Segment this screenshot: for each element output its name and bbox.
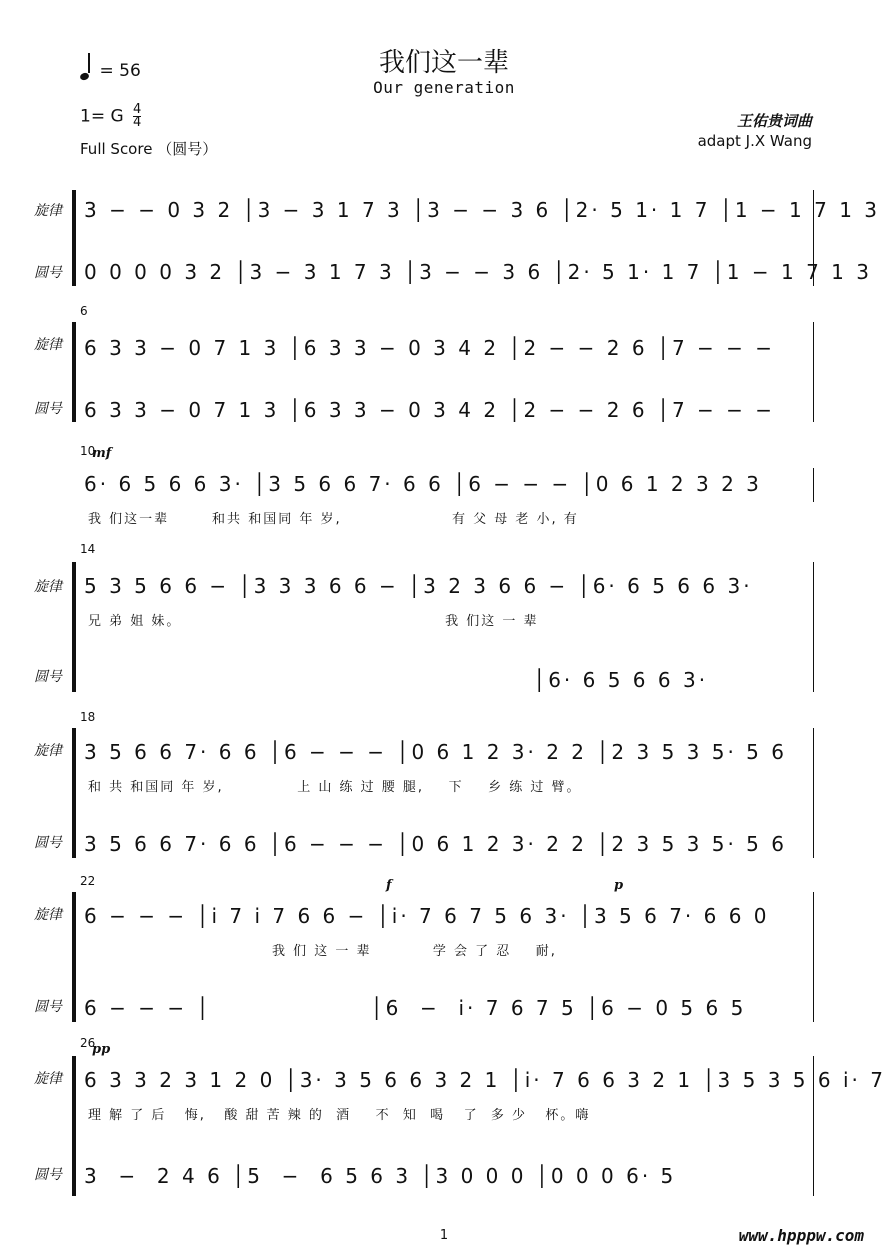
measure-number: 26 [80, 1036, 96, 1050]
part-label-melody: 旋律 [34, 203, 62, 219]
system-bracket [72, 1056, 76, 1196]
measure-number: 18 [80, 710, 96, 724]
system-7 [0, 1034, 888, 1204]
page-number: 1 [439, 1228, 449, 1243]
system-4 [0, 542, 888, 702]
barline [813, 562, 814, 692]
melody-lyrics: 理 解 了 后 悔, 酸 甜 苦 辣 的 酒 不 知 喝 了 多 少 杯。嗨 [88, 1108, 591, 1123]
tempo-value: = 56 [99, 61, 141, 81]
part-label-horn: 圆号 [34, 835, 62, 851]
part-label-horn: 圆号 [34, 265, 62, 281]
melody-lyrics: 我 们 这 一 辈 学 会 了 忍 耐, [88, 944, 557, 959]
barline [813, 728, 814, 858]
melody-notes: 3 5 6 6 7· 6 6 │6 − − − │0 6 1 2 3· 2 2 │2 3 5 3 5· 5 6 [84, 740, 787, 764]
time-denominator: 4 [133, 115, 142, 130]
system-3 [0, 438, 888, 534]
melody-lyrics: 兄 弟 姐 妹。 我 们这 一 辈 [88, 614, 539, 629]
measure-number: 6 [80, 304, 88, 318]
horn-notes: 6 3 3 − 0 7 1 3 │6 3 3 − 0 3 4 2 │2 − − 2 6 │7 − − − [84, 398, 776, 422]
measure-number: 22 [80, 874, 96, 888]
part-label-horn: 圆号 [34, 1167, 62, 1183]
part-label-horn: 圆号 [34, 999, 62, 1015]
barline [813, 322, 814, 422]
melody-notes: 6 3 3 2 3 1 2 0 │3· 3 5 6 6 3 2 1 │i· 7 6 6 3 2 1 │3 5 3 5 6 i· 7 [84, 1068, 886, 1092]
part-label-melody: 旋律 [34, 907, 62, 923]
measure-number: 10 [80, 444, 96, 458]
system-2 [0, 300, 888, 430]
key-value: 1= G [80, 106, 124, 127]
system-5 [0, 706, 888, 866]
part-label-melody: 旋律 [34, 337, 62, 353]
part-label-horn: 圆号 [34, 401, 62, 417]
part-label-melody: 旋律 [34, 579, 62, 595]
system-6 [0, 870, 888, 1030]
melody-lyrics: 我 们这一辈 和共 和国同 年 岁, 有 父 母 老 小, 有 [88, 512, 579, 527]
melody-notes: 6 − − − │i 7 i 7 6 6 − │i· 7 6 7 5 6 3· │3 5 6 7· 6 6 0 [84, 904, 770, 928]
part-label-melody: 旋律 [34, 743, 62, 759]
part-label-melody: 旋律 [34, 1071, 62, 1087]
barline [813, 190, 814, 286]
dynamic-marking-p: p [614, 878, 624, 893]
horn-notes: 6 − − − │ │6 − i· 7 6 7 5 │6 − 0 5 6 5 [84, 996, 747, 1020]
horn-notes: 3 − 2 4 6 │5 − 6 5 6 3 │3 0 0 0 │0 0 0 6· 5 [84, 1164, 677, 1188]
melody-notes: 3 − − 0 3 2 │3 − 3 1 7 3 │3 − − 3 6 │2· 5 1· 1 7 │1 − 1 7 1 3 [84, 198, 881, 222]
adaptation-credit: adapt J.X Wang [697, 132, 812, 150]
tempo-marking [80, 56, 141, 81]
key-signature [80, 104, 141, 129]
measure-number: 14 [80, 542, 96, 556]
system-bracket [72, 190, 76, 286]
barline [813, 468, 814, 502]
website-watermark[interactable]: www.hpppw.com [738, 1226, 864, 1245]
composer: 王佑贵词曲 [736, 112, 812, 130]
melody-notes: 6· 6 5 6 6 3· │3 5 6 6 7· 6 6 │6 − − − │0 6 1 2 3 2 3 [84, 472, 762, 496]
system-1 [0, 186, 888, 296]
melody-lyrics: 和 共 和国同 年 岁, 上 山 练 过 腰 腿, 下 乡 练 过 臂。 [88, 780, 582, 795]
system-bracket [72, 322, 76, 422]
system-bracket [72, 728, 76, 858]
note-stem [88, 53, 90, 73]
score-subtitle: Our generation [373, 78, 515, 97]
horn-notes: 3 5 6 6 7· 6 6 │6 − − − │0 6 1 2 3· 2 2 │2 3 5 3 5· 5 6 [84, 832, 787, 856]
time-numerator: 4 [133, 102, 142, 117]
part-label-horn: 圆号 [34, 669, 62, 685]
system-bracket [72, 892, 76, 1022]
score-type: Full Score （圆号） [80, 140, 218, 158]
system-bracket [72, 562, 76, 692]
horn-notes: │6· 6 5 6 6 3· [84, 668, 709, 692]
melody-notes: 6 3 3 − 0 7 1 3 │6 3 3 − 0 3 4 2 │2 − − 2 6 │7 − − − [84, 336, 776, 360]
barline [813, 1056, 814, 1196]
barline [813, 892, 814, 1022]
time-signature [133, 104, 141, 129]
horn-notes: 0 0 0 0 3 2 │3 − 3 1 7 3 │3 − − 3 6 │2· 5 1· 1 7 │1 − 1 7 1 3 [84, 260, 872, 284]
dynamic-marking: pp [92, 1042, 111, 1057]
dynamic-marking: mf [92, 446, 112, 461]
melody-notes: 5 3 5 6 6 − │3 3 3 6 6 − │3 2 3 6 6 − │6· 6 5 6 6 3· [84, 574, 753, 598]
dynamic-marking-f: f [386, 878, 392, 893]
quarter-note-icon [79, 72, 90, 82]
score-title: 我们这一辈 [378, 48, 509, 78]
